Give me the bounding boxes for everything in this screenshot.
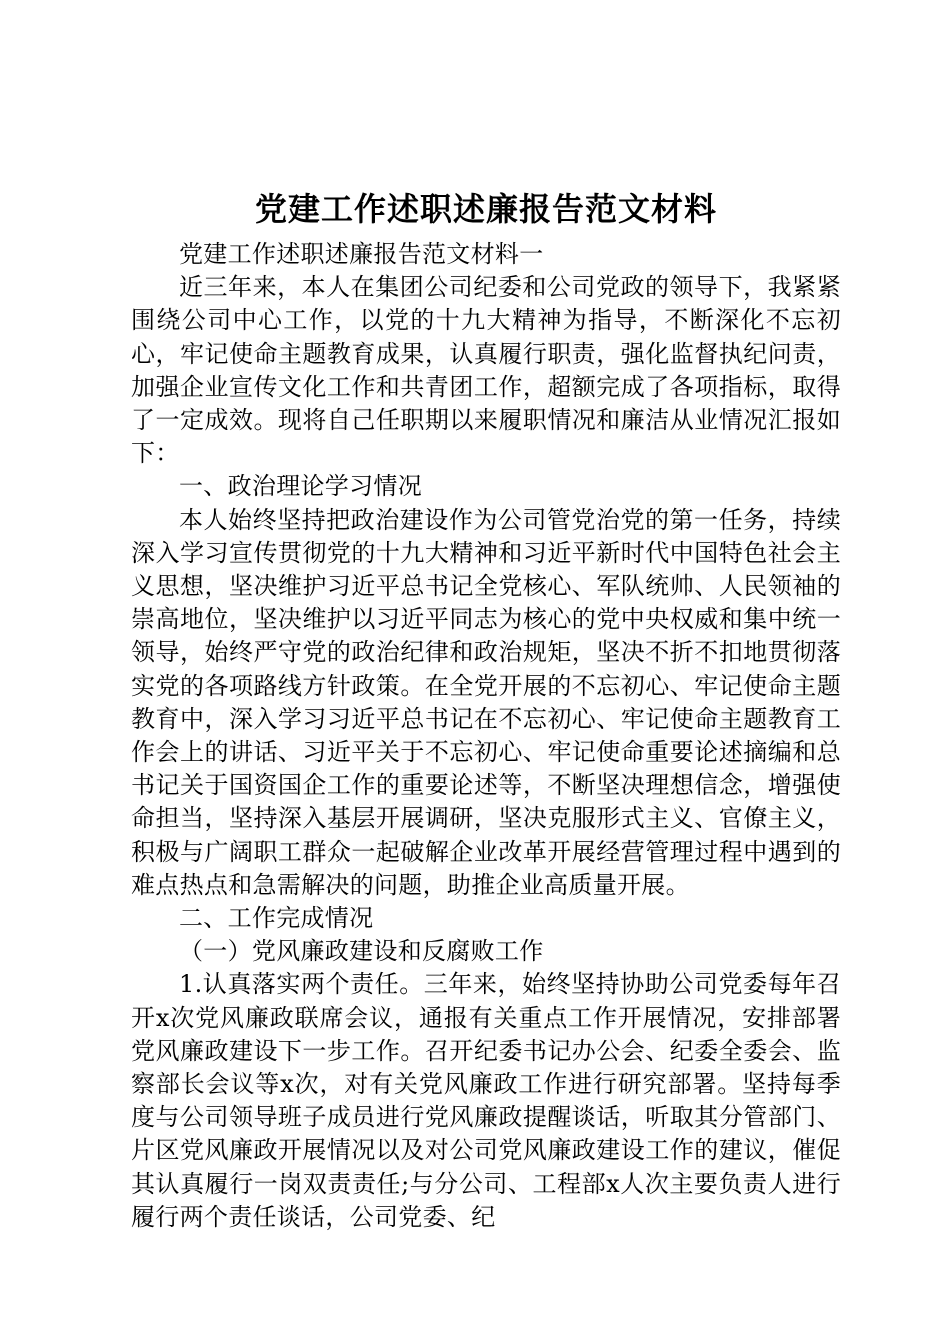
subsection-heading-1: （一）党风廉政建设和反腐败工作 — [179, 937, 544, 966]
document-page — [131, 183, 841, 1234]
section-heading-2: 二、工作完成情况 — [179, 904, 374, 933]
paragraph-subtitle: 党建工作述职述廉报告范文材料一 — [179, 240, 544, 268]
paragraph-two-responsibilities: 1.认真落实两个责任。三年来，始终坚持协助公司党委每年召开x次党风廉政联席会议，通报有关重点工作开展情况，安排部署党风廉政建设下一步工作。召开纪委书记办公会、纪委全委会、监察部长会议等x次，对有关党风廉政工作进行研究部署。坚持每季度与公司领导班子成员进行党风廉政提醒谈话，听取其分管部门、片区党风廉政开展情况以及对公司党风廉政建设工作的建议，催促其认真履行一岗双责责任;与分公司、工程部x人次主要负责人进行履行两个责任谈话，公司党委、纪 — [131, 970, 841, 1231]
paragraph-intro: 近三年来，本人在集团公司纪委和公司党政的领导下，我紧紧围绕公司中心工作，以党的十九大精神为指导，不断深化不忘初心，牢记使命主题教育成果，认真履行职责，强化监督执纪问责，加强企业宣传文化工作和共青团工作，超额完成了各项指标，取得了一定成效。现将自己任职期以来履职情况和廉洁从业情况汇报如下： — [131, 273, 841, 468]
paragraph-political-study: 本人始终坚持把政治建设作为公司管党治党的第一任务，持续深入学习宣传贯彻党的十九大精神和习近平新时代中国特色社会主义思想，坚决维护习近平总书记全党核心、军队统帅、人民领袖的崇高地位，坚决维护以习近平同志为核心的党中央权威和集中统一领导，始终严守党的政治纪律和政治规矩，坚决不折不扣地贯彻落实党的各项路线方针政策。在全党开展的不忘初心、牢记使命主题教育中，深入学习习近平总书记在不忘初心、牢记使命主题教育工作会上的讲话、习近平关于不忘初心、牢记使命重要论述摘编和总书记关于国资国企工作的重要论述等，不断坚决理想信念，增强使命担当，坚持深入基层开展调研，坚决克服形式主义、官僚主义，积极与广阔职工群众一起破解企业改革开展经营管理过程中遇到的难点热点和急需解决的问题，助推企业高质量开展。 — [131, 505, 841, 899]
document-title: 党建工作述职述廉报告范文材料 — [254, 190, 717, 228]
section-heading-1: 一、政治理论学习情况 — [179, 472, 422, 501]
